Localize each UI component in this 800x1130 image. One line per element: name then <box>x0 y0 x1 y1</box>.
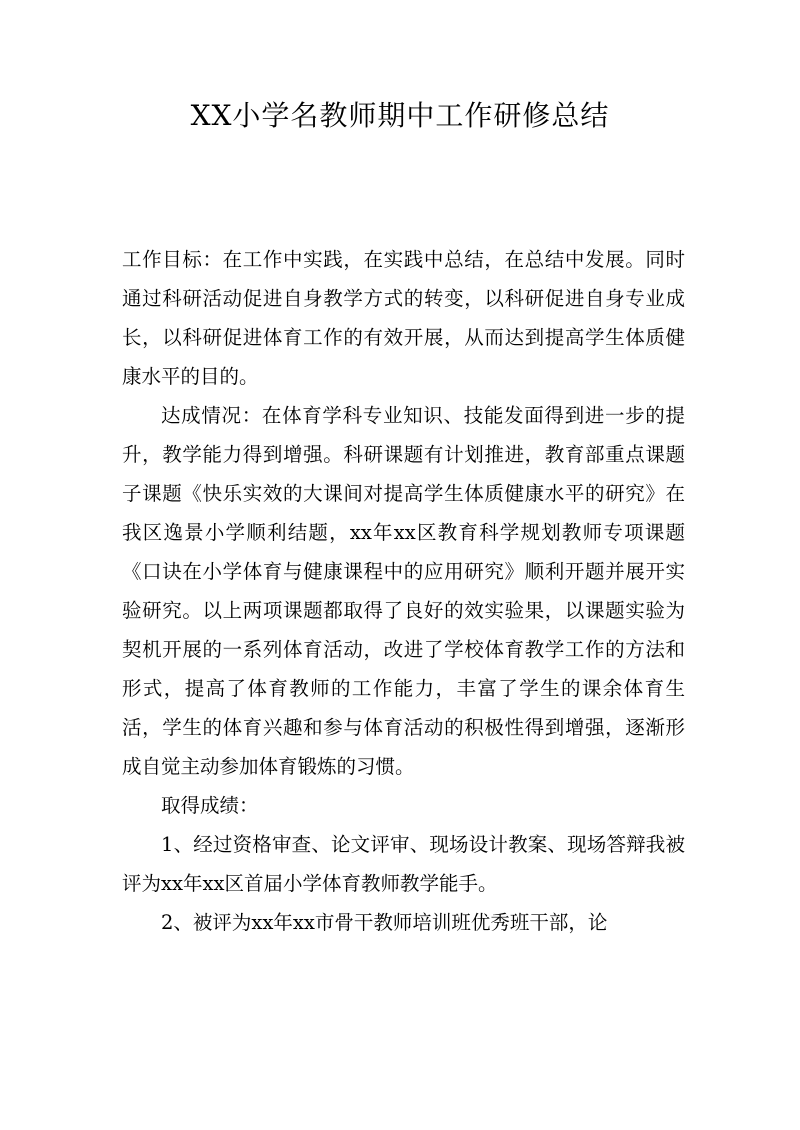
paragraph-result-2: 2、被评为xx年xx市骨干教师培训班优秀班干部，论 <box>161 911 608 934</box>
paragraph-work-goal: 工作目标：在工作中实践，在实践中总结，在总结中发展。同时通过科研活动促进自身教学方式的转变，以科研促进自身专业成长，以科研促进体育工作的有效开展，从而达到提高学生体质健康水平的目的。 <box>122 248 685 388</box>
document-title: XX小学名教师期中工作研修总结 <box>190 99 610 132</box>
paragraph-results-heading: 取得成绩： <box>161 794 259 817</box>
document-body <box>122 240 685 942</box>
paragraph-result-1: 1、经过资格审查、论文评审、现场设计教案、现场答辩我被评为xx年xx区首届小学体育教师教学能手。 <box>122 833 685 895</box>
paragraph-achievement-status: 达成情况：在体育学科专业知识、技能发面得到进一步的提升，教学能力得到增强。科研课题有计划推进，教育部重点课题子课题《快乐实效的大课间对提高学生体质健康水平的研究》在我区逸景小学顺利结题，xx年xx区教育科学规划教师专项课题《口诀在小学体育与健康课程中的应用研究》顺利开题并展开实验研究。以上两项课题都取得了良好的效实验果，以课题实验为契机开展的一系列体育活动，改进了学校体育教学工作的方法和形式，提高了体育教师的工作能力，丰富了学生的课余体育生活，学生的体育兴趣和参与体育活动的积极性得到增强，逐渐形成自觉主动参加体育锻炼的习惯。 <box>122 404 685 778</box>
